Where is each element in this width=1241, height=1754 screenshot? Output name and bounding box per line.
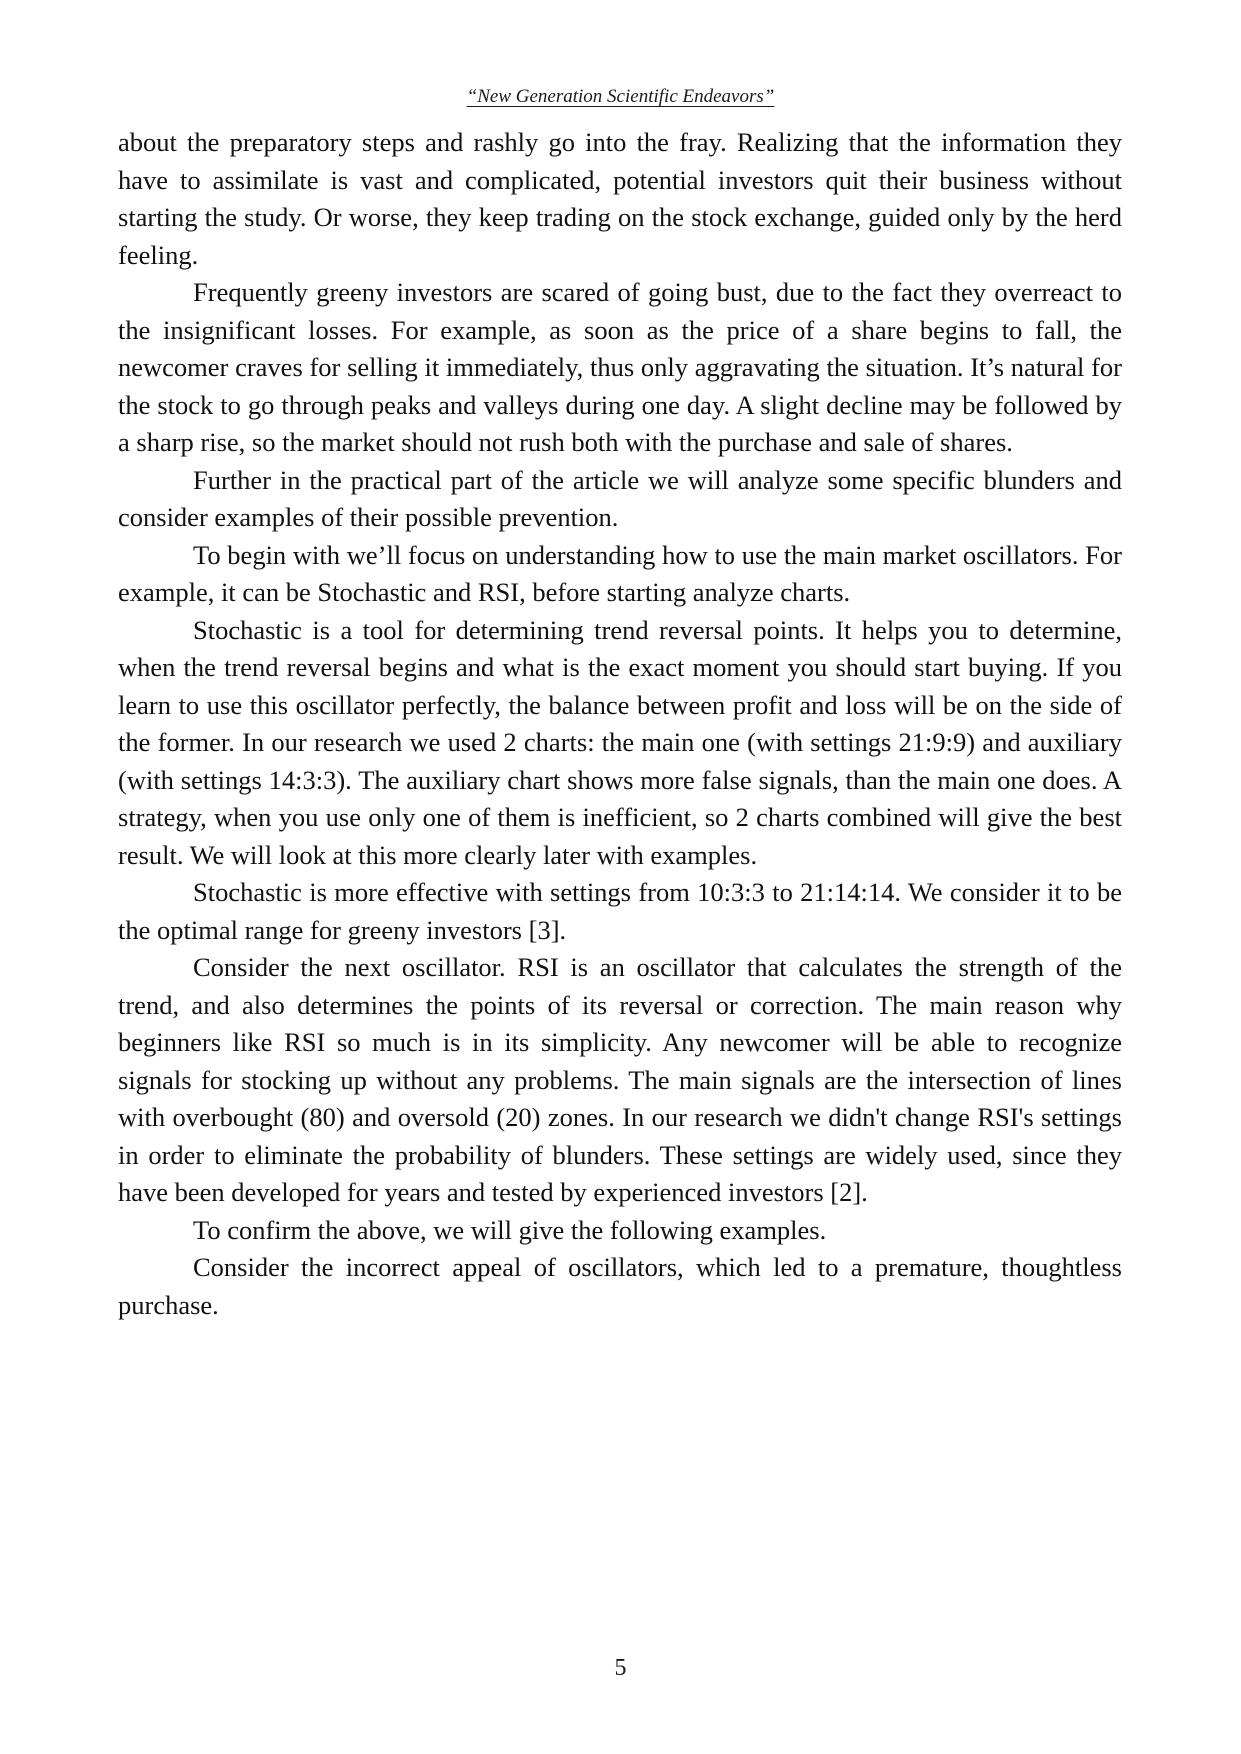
running-header bbox=[0, 86, 1241, 108]
page-number: 5 bbox=[614, 1655, 627, 1681]
paragraph-greeny-investors: Frequently greeny investors are scared of going bust, due to the fact they overreact to the insignificant losses. For example, as soon as the price of a share begins to fall, the newcomer craves for selling it immediately, thus only aggravating the situation. It’s natural for the stock to go through peaks and valleys during one day. A slight decline may be followed by a sharp rise, so the market should not rush both with the purchase and sale of shares. bbox=[118, 277, 1122, 457]
journal-title: “New Generation Scientific Endeavors” bbox=[466, 86, 775, 107]
paragraph-practical-part: Further in the practical part of the article we will analyze some specific blunders and consider examples of their possible prevention. bbox=[118, 464, 1122, 532]
paragraph-continuation: about the preparatory steps and rashly go into the fray. Realizing that the information they have to assimilate is vast and complicated, potential investors quit their business without starting the study. Or worse, they keep trading on the stock exchange, guided only by the herd feeling. bbox=[118, 127, 1122, 270]
paragraph-incorrect-appeal: Consider the incorrect appeal of oscillators, which led to a premature, thoughtless purchase. bbox=[118, 1252, 1122, 1320]
paragraph-stochastic: Stochastic is a tool for determining trend reversal points. It helps you to determine, when the trend reversal begins and what is the exact moment you should start buying. If you learn to use this oscillator perfectly, the balance between profit and loss will be on the side of the former. In our research we used 2 charts: the main one (with settings 21:9:9) and auxiliary (with settings 14:3:3). The auxiliary chart shows more false signals, than the main one does. A strategy, when you use only one of them is inefficient, so 2 charts combined will give the best result. We will look at this more clearly later with examples. bbox=[118, 614, 1122, 870]
paragraph-examples-intro: To confirm the above, we will give the following examples. bbox=[193, 1214, 827, 1245]
paragraph-rsi: Consider the next oscillator. RSI is an oscillator that calculates the strength of the trend, and also determines the points of its reversal or correction. The main reason why beginners like RSI so much is in its simplicity. Any newcomer will be able to recognize signals for stocking up without any problems. The main signals are the intersection of lines with overbought (80) and oversold (20) zones. In our research we didn't change RSI's settings in order to eliminate the probability of blunders. These settings are widely used, since they have been developed for years and tested by experienced investors [2]. bbox=[118, 952, 1122, 1207]
paragraph-oscillators-intro: To begin with we’ll focus on understanding how to use the main market oscillators. For example, it can be Stochastic and RSI, before starting analyze charts. bbox=[118, 539, 1122, 607]
body-text bbox=[118, 124, 1122, 1324]
paragraph-stochastic-settings: Stochastic is more effective with settings from 10:3:3 to 21:14:14. We consider it to be the optimal range for greeny investors [3]. bbox=[118, 877, 1122, 945]
